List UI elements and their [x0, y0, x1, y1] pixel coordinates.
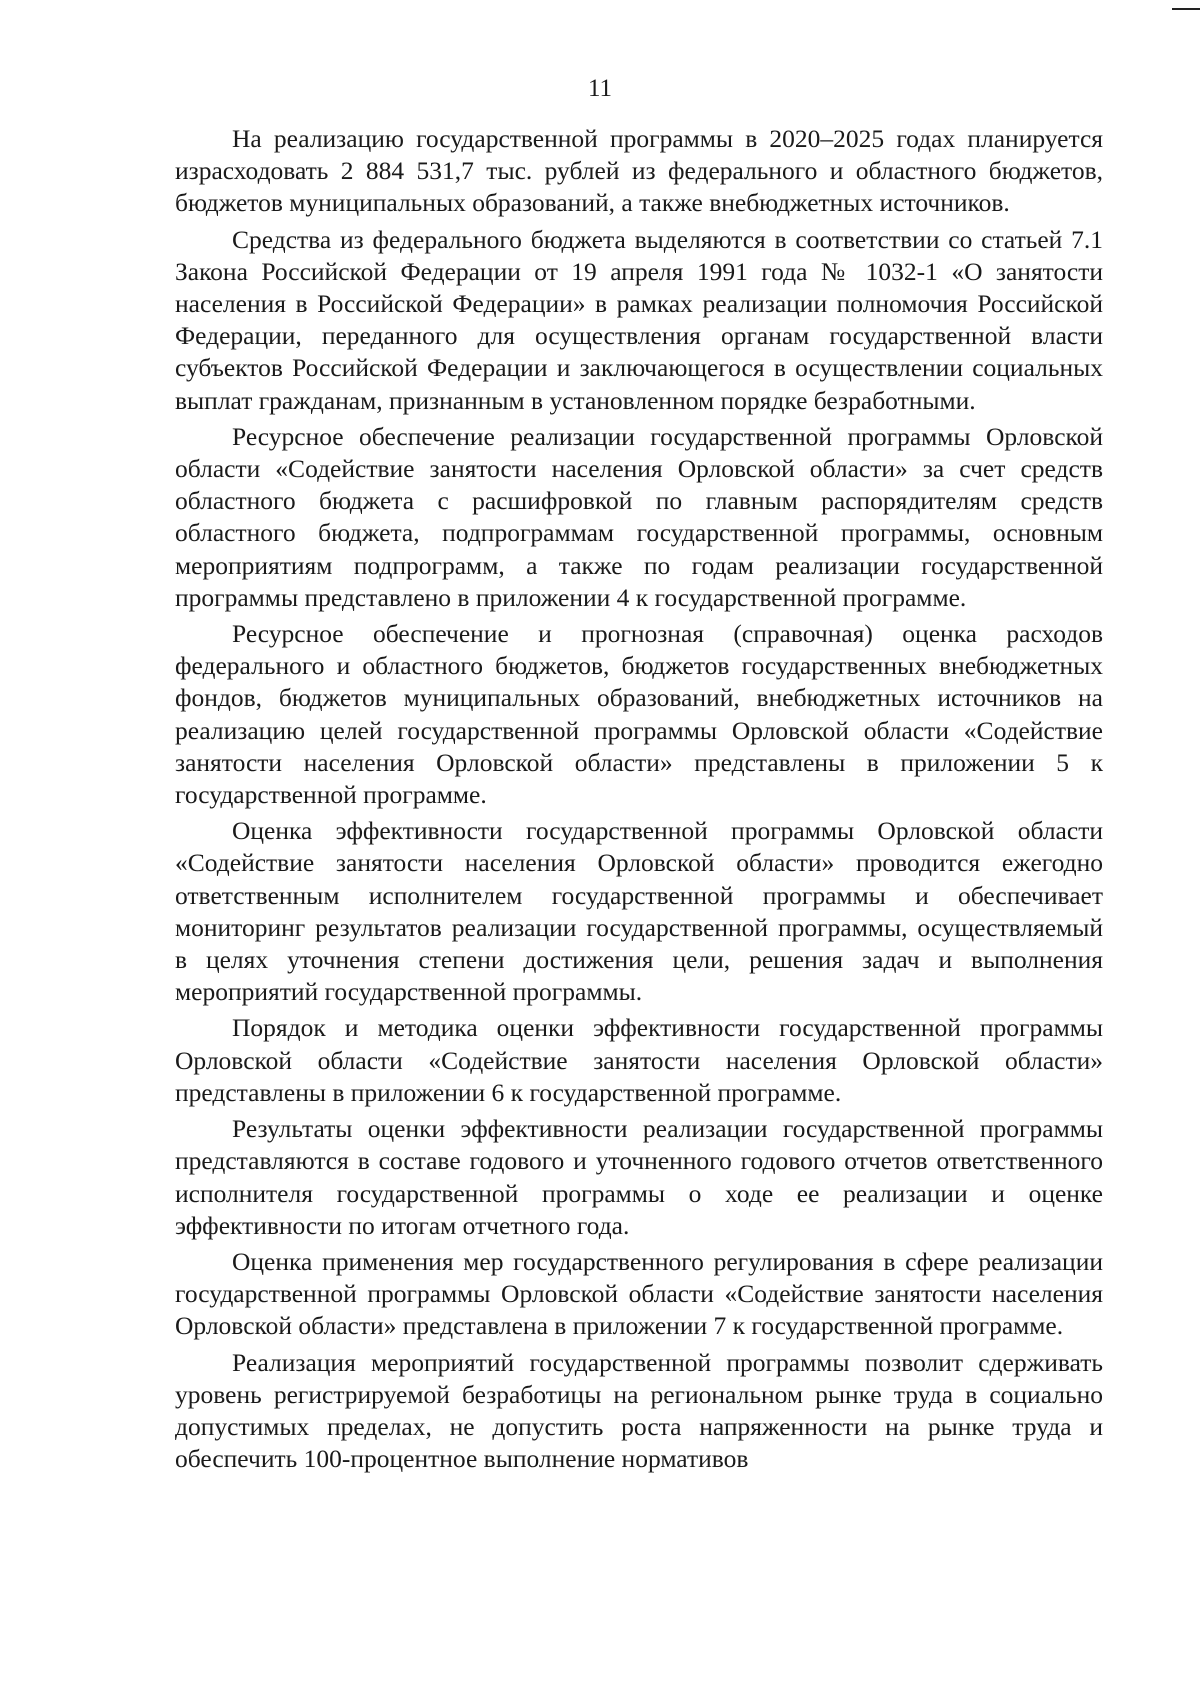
scan-edge-mark	[1172, 8, 1200, 10]
paragraph-federal-funds: Средства из федерального бюджета выделяются в соответствии со статьей 7.1 Закона Российской Федерации от 19 апреля 1991 года № 1032-1 «О занятости населения в Российской Федерации» в рамках реализации полномочия Российской Федерации, переданного для осуществления органам государственной власти субъектов Российской Федерации и заключающегося в осуществлении социальных выплат гражданам, признанным в установленном порядке безработными.	[175, 224, 1103, 415]
paragraph-regulation-measures: Оценка применения мер государственного регулирования в сфере реализации государственной программы Орловской области «Содействие занятости населения Орловской области» представлена в приложении 7 к государственной программе.	[175, 1246, 1103, 1341]
paragraph-budget-total: На реализацию государственной программы в 2020–2025 годах планируется израсходовать 2 884 531,7 тыс. рублей из федерального и областного бюджетов, бюджетов муниципальных образований, а также внебюджетных источников.	[175, 124, 1103, 218]
paragraph-efficiency-assessment: Оценка эффективности государственной программы Орловской области «Содействие занятости населения Орловской области» проводится ежегодно ответственным исполнителем государственной программы и обеспечивает мониторинг результатов реализации государственной программы, осуществляемый в целях уточнения степени достижения цели, решения задач и выполнения мероприятий государственной программы.	[175, 816, 1103, 1007]
page-number: 11	[587, 75, 613, 102]
document-body	[175, 123, 1103, 1479]
paragraph-program-implementation: Реализация мероприятий государственной программы позволит сдерживать уровень регистрируемой безработицы на региональном рынке труда в социально допустимых пределах, не допустить роста напряженности на рынке труда и обеспечить 100-процентное выполнение нормативов	[175, 1347, 1103, 1474]
paragraph-assessment-results: Результаты оценки эффективности реализации государственной программы представляются в составе годового и уточненного годового отчетов ответственного исполнителя государственной программы о ходе ее реализации и оценке эффективности по итогам отчетного года.	[175, 1114, 1103, 1240]
paragraph-regional-resources: Ресурсное обеспечение реализации государственной программы Орловской области «Содействие занятости населения Орловской области» за счет средств областного бюджета с расшифровкой по главным распорядителям средств областного бюджета, подпрограммам государственной программы, основным мероприятиям подпрограмм, а также по годам реализации государственной программы представлено в приложении 4 к государственной программе.	[175, 421, 1103, 612]
paragraph-assessment-methodology: Порядок и методика оценки эффективности государственной программы Орловской области «Содействие занятости населения Орловской области» представлены в приложении 6 к государственной программе.	[175, 1013, 1103, 1107]
paragraph-forecast-estimate: Ресурсное обеспечение и прогнозная (справочная) оценка расходов федерального и областного бюджетов, бюджетов государственных внебюджетных фондов, бюджетов муниципальных образований, внебюджетных источников на реализацию целей государственной программы Орловской области «Содействие занятости населения Орловской области» представлены в приложении 5 к государственной программе.	[175, 619, 1103, 810]
